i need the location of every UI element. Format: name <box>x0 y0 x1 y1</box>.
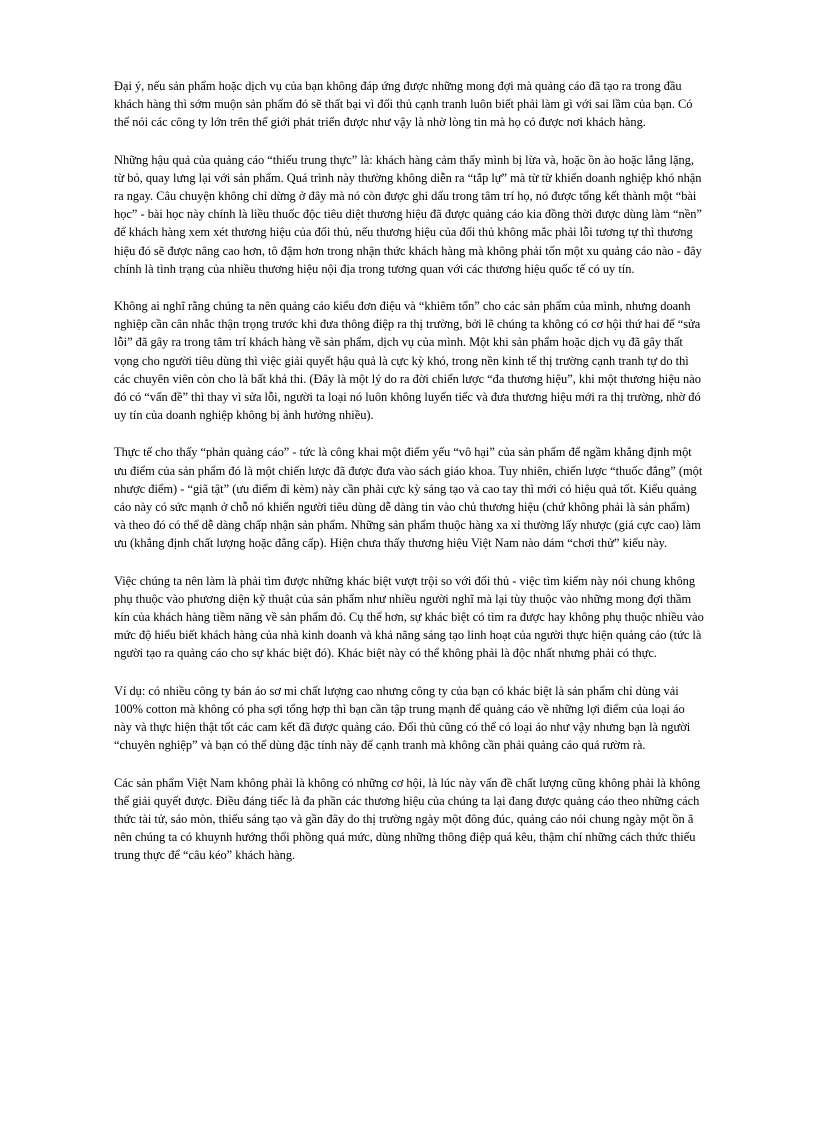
paragraph-4: Thực tế cho thấy “phản quảng cáo” - tức là công khai một điểm yếu “vô hại” của sản phẩm để ngầm khẳng định một ưu điểm của sản phẩm đó là một chiến lược đã được đưa vào sách giáo khoa. Tuy nhiên, chiến lược “thuốc đắng” (một nhược điểm) - “giã tật” (ưu điểm đi kèm) này cần phải cực kỳ sáng tạo và cao tay thì mới có hiệu quả tốt. Kiểu quảng cáo này có sức mạnh ở chỗ nó khiến người tiêu dùng dễ dàng tin vào chủ thương hiệu (chứ không phải là sản phẩm) và theo đó có thể dễ dàng chấp nhận sản phẩm. Những sản phẩm thuộc hàng xa xỉ thường lấy nhược (giá cực cao) làm ưu (khẳng định chất lượng hoặc đẳng cấp). Hiện chưa thấy thương hiệu Việt Nam nào dám “chơi thử” kiểu này. <box>114 445 703 551</box>
paragraph-7: Các sản phẩm Việt Nam không phải là không có những cơ hội, là lúc này vấn đề chất lượng cũng không phải là không thể giải quyết được. Điều đáng tiếc là đa phần các thương hiệu của chúng ta lại đang được quảng cáo theo những cách thức tài tử, sáo mòn, thiếu sáng tạo và gần đây do thị trường ngày một đông đúc, quảng cáo nói chung ngày một ồn ã nên chúng ta có khuynh hướng thổi phồng quá mức, dùng những thông điệp quá kêu, thậm chí những cách thức thiếu trung thực để “câu kéo” khách hàng. <box>114 775 701 863</box>
paragraph-5: Việc chúng ta nên làm là phải tìm được những khác biệt vượt trội so với đối thủ - việc tìm kiếm này nói chung không phụ thuộc vào phương diện kỹ thuật của sản phẩm như nhiều người nghĩ mà lại tùy thuộc vào những mong đợi thầm kín của khách hàng tiềm năng về sản phẩm đó. Cụ thể hơn, sự khác biệt có tìm ra được hay không phụ thuộc nhiều vào mức độ hiểu biết khách hàng của nhà kinh doanh và khả năng sáng tạo linh hoạt của người thực hiện quảng cáo (tức là người tạo ra quảng cáo cho sự khác biệt đó). Khác biệt này có thể không phải là độc nhất nhưng phải có thực. <box>114 573 704 661</box>
paragraph-3: Không ai nghĩ rằng chúng ta nên quảng cáo kiểu đơn điệu và “khiêm tốn” cho các sản phẩm của mình, nhưng doanh nghiệp cần cân nhắc thận trọng trước khi đưa thông điệp ra thị trường, bởi lẽ chúng ta không có cơ hội thứ hai để “sửa lỗi” đã gây ra trong tâm trí khách hàng về sản phẩm, dịch vụ của mình. Một khi sản phẩm hoặc dịch vụ đã gây thất vọng cho người tiêu dùng thì việc giải quyết hậu quả là cực kỳ khó, trong nền kinh tế thị trường cạnh tranh tự do thì các chuyên viên còn cho là bất khả thi. (Đây là một lý do ra đời chiến lược “đa thương hiệu”, khi một thương hiệu nào đó có “vấn đề” thì thay vì sửa lỗi, người ta loại nó luôn không luyến tiếc và đưa thương hiệu mới ra thị trường, nhờ đó uy tín của doanh nghiệp không bị ảnh hưởng nhiều). <box>114 299 701 423</box>
paragraph-6: Ví dụ: có nhiều công ty bán áo sơ mi chất lượng cao nhưng công ty của bạn có khác biệt là sản phẩm chỉ dùng vải 100% cotton mà không có pha sợi tổng hợp thì bạn cần tập trung mạnh để quảng cáo về những lợi điểm của loại áo này và thực hiện thật tốt các cam kết đã được quảng cáo. Đối thủ cũng có thể có loại áo như vậy nhưng bạn là người “chuyên nghiệp” và bạn có thể dùng đặc tính này để cạnh tranh mà không cần phải quảng cáo quá rườm rà. <box>114 683 691 753</box>
paragraph-1: Đại ý, nếu sản phẩm hoặc dịch vụ của bạn không đáp ứng được những mong đợi mà quảng cáo đã tạo ra trong đầu khách hàng thì sớm muộn sản phẩm đó sẽ thất bại vì đối thủ cạnh tranh luôn biết phải làm gì với sai lầm của bạn. Có thể nói các công ty lớn trên thế giới phát triển được như vậy là nhờ lòng tin mà họ có được nơi khách hàng. <box>114 79 693 130</box>
paragraph-2: Những hậu quả của quảng cáo “thiếu trung thực” là: khách hàng cảm thấy mình bị lừa và, hoặc ồn ào hoặc lẳng lặng, từ bỏ, quay lưng lại với sản phẩm. Quá trình này thường không diễn ra “tắp lự” mà từ từ khiến doanh nghiệp khó nhận ra ngay. Câu chuyện không chỉ dừng ở đây mà nó còn được ghi dấu trong tâm trí họ, nó được tổng kết thành một “bài học” - bài học này chính là liều thuốc độc tiêu diệt thương hiệu đã được quảng cáo kia đồng thời được dùng làm “nền” để khách hàng xem xét thương hiệu của đối thủ, nếu thương hiệu của đối thủ không mắc phải lỗi tương tự thì thương hiệu đó sẽ được nâng cao hơn, tô đậm hơn trong nhận thức khách hàng mà không phải tốn một xu quảng cáo nào - đây chính là tình trạng của nhiều thương hiệu nội địa trong tương quan với các thương hiệu quốc tế có uy tín. <box>114 152 702 276</box>
document-page <box>114 77 704 884</box>
